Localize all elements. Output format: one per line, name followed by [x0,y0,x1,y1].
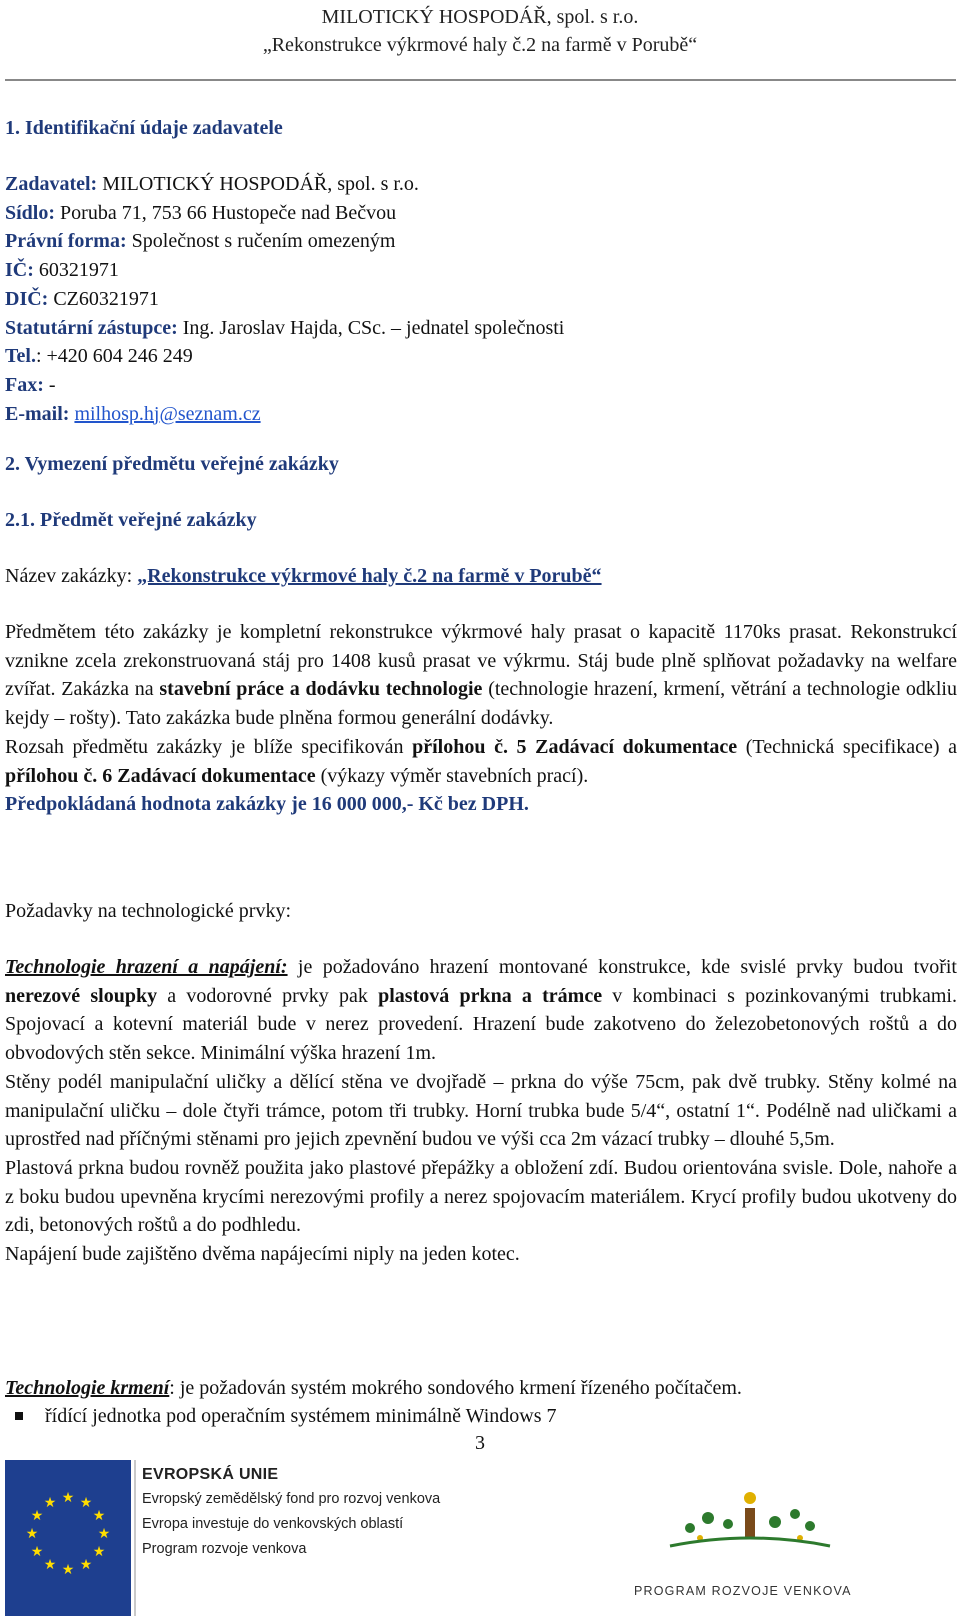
steny-paragraph: Stěny podél manipulační uličky a dělící stěna ve dvojřadě – prkna do výše 75cm, pak dvě trubky. Stěny kolmé na manipulační uličku – dole čtyři trámce, potom tři trubky. Horní trubka bude 5/4“, ostatní 1“. Podélně nad uličkami a uprostřed nad příčnými stěnami pro jejich zpevnění budou ve výši cca 2m vázací trubky – dlouhé 5,5m. [5,1070,957,1151]
svg-text:★: ★ [61,1562,75,1578]
bullet-item: řídící jednotka pod operačním systémem minimálně Windows 7 [5,1402,957,1431]
eu-text-block [142,1462,440,1562]
pozadavky-intro: Požadavky na technologické prvky: [5,900,292,922]
predmet-paragraph: Předmětem této zakázky je kompletní rekonstrukce výkrmové haly prasat o kapacitě 1170ks prasat. Rekonstrukcí vznikne zcela zrekonstruovaná stáj pro 1408 kusů prasat ve výkrmu. Stáj bude plně splňovat požadavky na welfare zvířat. Zakázka na stavební práce a dodávku technologie (technologie hrazení, krmení, větrání a technologie odkliu kejdy – rošty). Tato zakázka bude plněna formou generální dodávky. [5,621,957,730]
svg-text:★: ★ [43,1495,57,1511]
eu-title: EVROPSKÁ UNIE [142,1466,279,1483]
nazev-zakazky-value: „Rekonstrukce výkrmové haly č.2 na farmě v Porubě“ [137,565,602,587]
program-rozvoje-venkova-logo [650,1478,850,1558]
svg-text:★: ★ [25,1526,39,1542]
svg-text:★: ★ [30,1508,44,1524]
section-1-heading: 1. Identifikační údaje zadavatele [5,117,283,139]
footer-divider [134,1460,136,1616]
svg-text:★: ★ [79,1495,93,1511]
predmet-block [5,618,957,819]
eu-flag-logo [5,1460,131,1616]
identification-block [5,170,957,428]
svg-text:★: ★ [30,1544,44,1560]
napajeni-paragraph: Napájení bude zajištěno dvěma napájecími niply na jeden kotec. [5,1243,520,1266]
email-row: E-mail: milhosp.hj@seznam.cz [5,402,261,425]
section-2-1-heading: 2.1. Předmět veřejné zakázky [5,509,257,531]
dic-row: DIČ: CZ60321971 [5,287,159,310]
zastupce-row: Statutární zástupce: Ing. Jaroslav Hajda, CSc. – jednatel společnosti [5,316,565,339]
header-project: „Rekonstrukce výkrmové haly č.2 na farmě v Porubě“ [262,34,698,56]
hrazeni-block [5,953,957,1269]
svg-text:★: ★ [61,1490,75,1506]
pravni-forma-row: Právní forma: Společnost s ručením omezeným [5,230,396,253]
svg-text:★: ★ [92,1508,106,1524]
svg-text:★: ★ [43,1557,57,1573]
svg-text:★: ★ [92,1544,106,1560]
header-divider [5,79,956,81]
prkna-paragraph: Plastová prkna budou rovněž použita jako plastové přepážky a obložení zdí. Budou orientována svisle. Dole, nahoře a z boku budou upevněna krycími nerezovými profily a nerez spojovacím materiálem. Krycí profily budou ukotveny do zdi, betonových roštů a do podhledu. [5,1156,957,1237]
bullet-square-icon [15,1412,23,1420]
nazev-zakazky: Název zakázky: „Rekonstrukce výkrmové haly č.2 na farmě v Porubě“ [5,565,602,587]
sidlo-row: Sídlo: Poruba 71, 753 66 Hustopeče nad Bečvou [5,201,397,224]
eu-stars-icon [5,1460,131,1616]
tel-row: Tel.: +420 604 246 249 [5,345,193,368]
hrazeni-paragraph: Technologie hrazení a napájení: je požadováno hrazení montované konstrukce, kde svislé prvky budou tvořit nerezové sloupky a vodorovné prvky pak plastová prkna a trámce v kombinaci s pozinkovanými trubkami. Spojovací a kotevní materiál bude v nerez provedení. Hrazení bude zakotveno do železobetonových roštů a do obvodových stěn sekce. Minimální výška hrazení 1m. [5,956,957,1065]
zadavatel-row: Zadavatel: MILOTICKÝ HOSPODÁŘ, spol. s r.o. [5,173,419,195]
svg-text:★: ★ [79,1557,93,1573]
header-company: MILOTICKÝ HOSPODÁŘ, spol. s r.o. [321,6,639,28]
krmeni-paragraph: Technologie krmení: je požadován systém mokrého sondového krmení řízeného počítačem. [5,1377,742,1399]
page-number: 3 [475,1432,485,1454]
svg-text:★: ★ [97,1526,111,1542]
email-link[interactable]: milhosp.hj@seznam.cz [74,402,261,425]
rozsah-paragraph: Rozsah předmětu zakázky je blíže specifikován přílohou č. 5 Zadávací dokumentace (Technická specifikace) a přílohou č. 6 Zadávací dokumentace (výkazy výměr stavebních prací). [5,735,958,787]
fax-row: Fax: - [5,373,56,396]
prv-label: PROGRAM ROZVOJE VENKOVA [634,1584,852,1598]
eu-invest-line: Evropa investuje do venkovských oblastí [142,1516,404,1532]
eu-program-line: Program rozvoje venkova [142,1541,307,1557]
hodnota-paragraph: Předpokládaná hodnota zakázky je 16 000 000,- Kč bez DPH. [5,793,529,816]
section-2-heading: 2. Vymezení předmětu veřejné zakázky [5,453,339,475]
ic-row: IČ: 60321971 [5,259,119,282]
eu-fund-line: Evropský zemědělský fond pro rozvoj venkova [142,1491,441,1507]
